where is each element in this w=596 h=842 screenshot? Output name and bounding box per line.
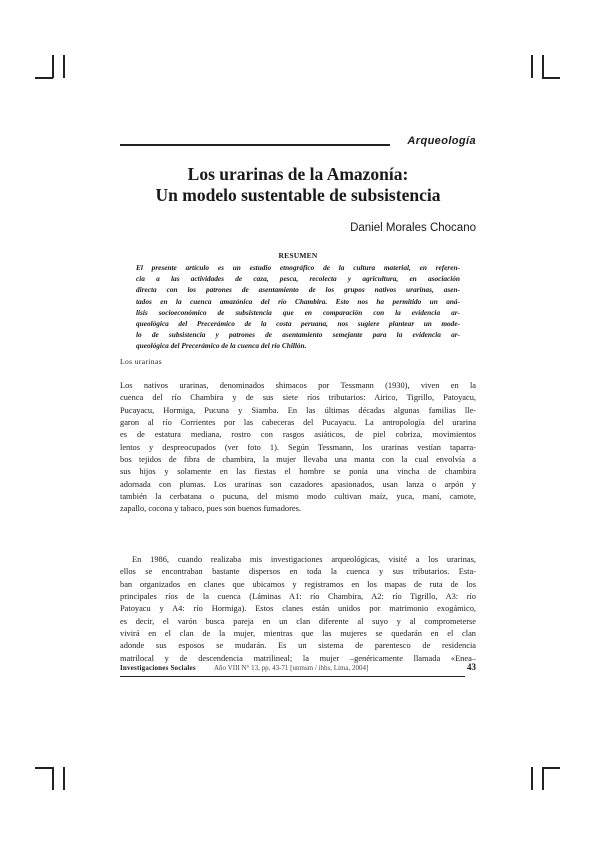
body-paragraph-1 — [120, 380, 476, 516]
abstract-line: lisis socioeconómico de subsistencia que en comparación con la evidencia ar- — [136, 307, 460, 317]
section-subheading: Los urarinas — [120, 357, 163, 366]
citation: Año VIII N° 13, pp. 43-71 [unmsm / ihhs, Lima, 2004] — [214, 664, 369, 672]
body-line: adonde sus esposos se mudarán. Es un sistema de parentesco de residencia — [120, 641, 476, 651]
abstract-text — [136, 262, 460, 352]
page-footer — [120, 662, 476, 676]
footer-rule — [120, 676, 465, 677]
abstract-line: lo de subsistencia y patrones de asentamiento semejante para la evidencia ar- — [136, 330, 460, 340]
abstract-line: directa con los patrones de asentamiento de los grupos nativos urarinas, asen- — [136, 285, 460, 295]
body-line: también la cerbatana o pucuna, del mismo modo cultivan maíz, yuca, maní, camote, — [120, 492, 476, 502]
title-line-2: Un modelo sustentable de subsistencia — [155, 185, 441, 205]
body-line: es de estatura mediana, rostro con rasgos asiáticos, de piel cobriza, movimientos — [120, 430, 476, 440]
title-line-1: Los urarinas de la Amazonía: — [187, 164, 409, 184]
body-line: En 1986, cuando realizaba mis investigaciones arqueológicas, visité a los urarinas, — [132, 555, 476, 564]
body-line: lentos y despreocupados (ver foto 1). Según Tessmann, los urarinas vestían taparra- — [120, 442, 476, 452]
body-line: Patoyacu y A4: río Hormiga). Estos clanes están unidos por matrimonio exogámico, — [120, 604, 476, 614]
body-line: bos tejidos de fibra de chambira, la mujer llevaba una manta con la cual envolvía a — [120, 455, 476, 465]
author-name: Daniel Morales Chocano — [350, 222, 476, 234]
body-line: Pucayacu, Hormiga, Pucuna y Siamba. En las últimas décadas algunas familias lle- — [120, 405, 476, 415]
section-label: Arqueología — [407, 135, 476, 147]
abstract-heading: RESUMEN — [278, 251, 318, 260]
abstract-line: El presente artículo es un estudio etnográfico de la cultura material, en referen- — [136, 263, 460, 272]
abstract-line: queológica del Precerámico de la costa peruana, nos sugiere plantear un mode- — [136, 319, 460, 329]
article-title — [120, 164, 476, 206]
body-line: cuenca del río Chambira y de sus siete ríos tributarios: Airico, Tigrillo, Patoyacu, — [120, 393, 476, 403]
body-paragraph-2 — [120, 554, 476, 665]
abstract-line: tados en la cuenca amazónica del río Chambira. Esto nos ha permitido un aná- — [136, 296, 460, 306]
body-line: principales ríos de la cuenca (Láminas A1: río Chambira, A2: río Tigrillo, A3: río — [120, 592, 476, 602]
abstract-line: cia a las actividades de caza, pesca, recolecta y agricultura, en asociación — [136, 274, 460, 284]
body-line: garon al río Corrientes por las cabeceras del Pucayacu. La antropología del urarina — [120, 418, 476, 428]
body-line: ban organizados en clanes que ubicamos y registramos en los mapas de ruta de los — [120, 579, 476, 589]
body-line: sus hijos y solamente en las fiestas el hombre se ponía una vincha de chambira — [120, 467, 476, 477]
body-line: matrilocal y de descendencia matrilineal; la mujer –genéricamente llamada «Enea– — [120, 653, 476, 663]
body-line: adornada con plumas. Los urarinas son cazadores apasionados, usan lanza o arpón y — [120, 479, 476, 489]
body-line: es decir, el varón busca pareja en un clan diferente al suyo y al comprometerse — [120, 616, 476, 626]
body-line: zapallo, cocona y tabaco, pues son buenos fumadores. — [120, 504, 301, 514]
abstract-line: queológica del Precerámico de la cuenca del río Chillón. — [136, 341, 307, 351]
body-line: Los nativos urarinas, denominados shimacos por Tessmann (1930), viven en la — [120, 381, 476, 390]
section-rule — [120, 144, 390, 146]
page-number: 43 — [467, 662, 476, 672]
body-line: ellos se encontraban bastante dispersos en toda la cuenca y sus tributarios. Esta- — [120, 567, 476, 577]
body-line: vivirá en el clan de la mujer, mientras que las mujeres se quedarán en el clan — [120, 629, 476, 639]
journal-name: Investigaciones Sociales — [120, 664, 196, 672]
